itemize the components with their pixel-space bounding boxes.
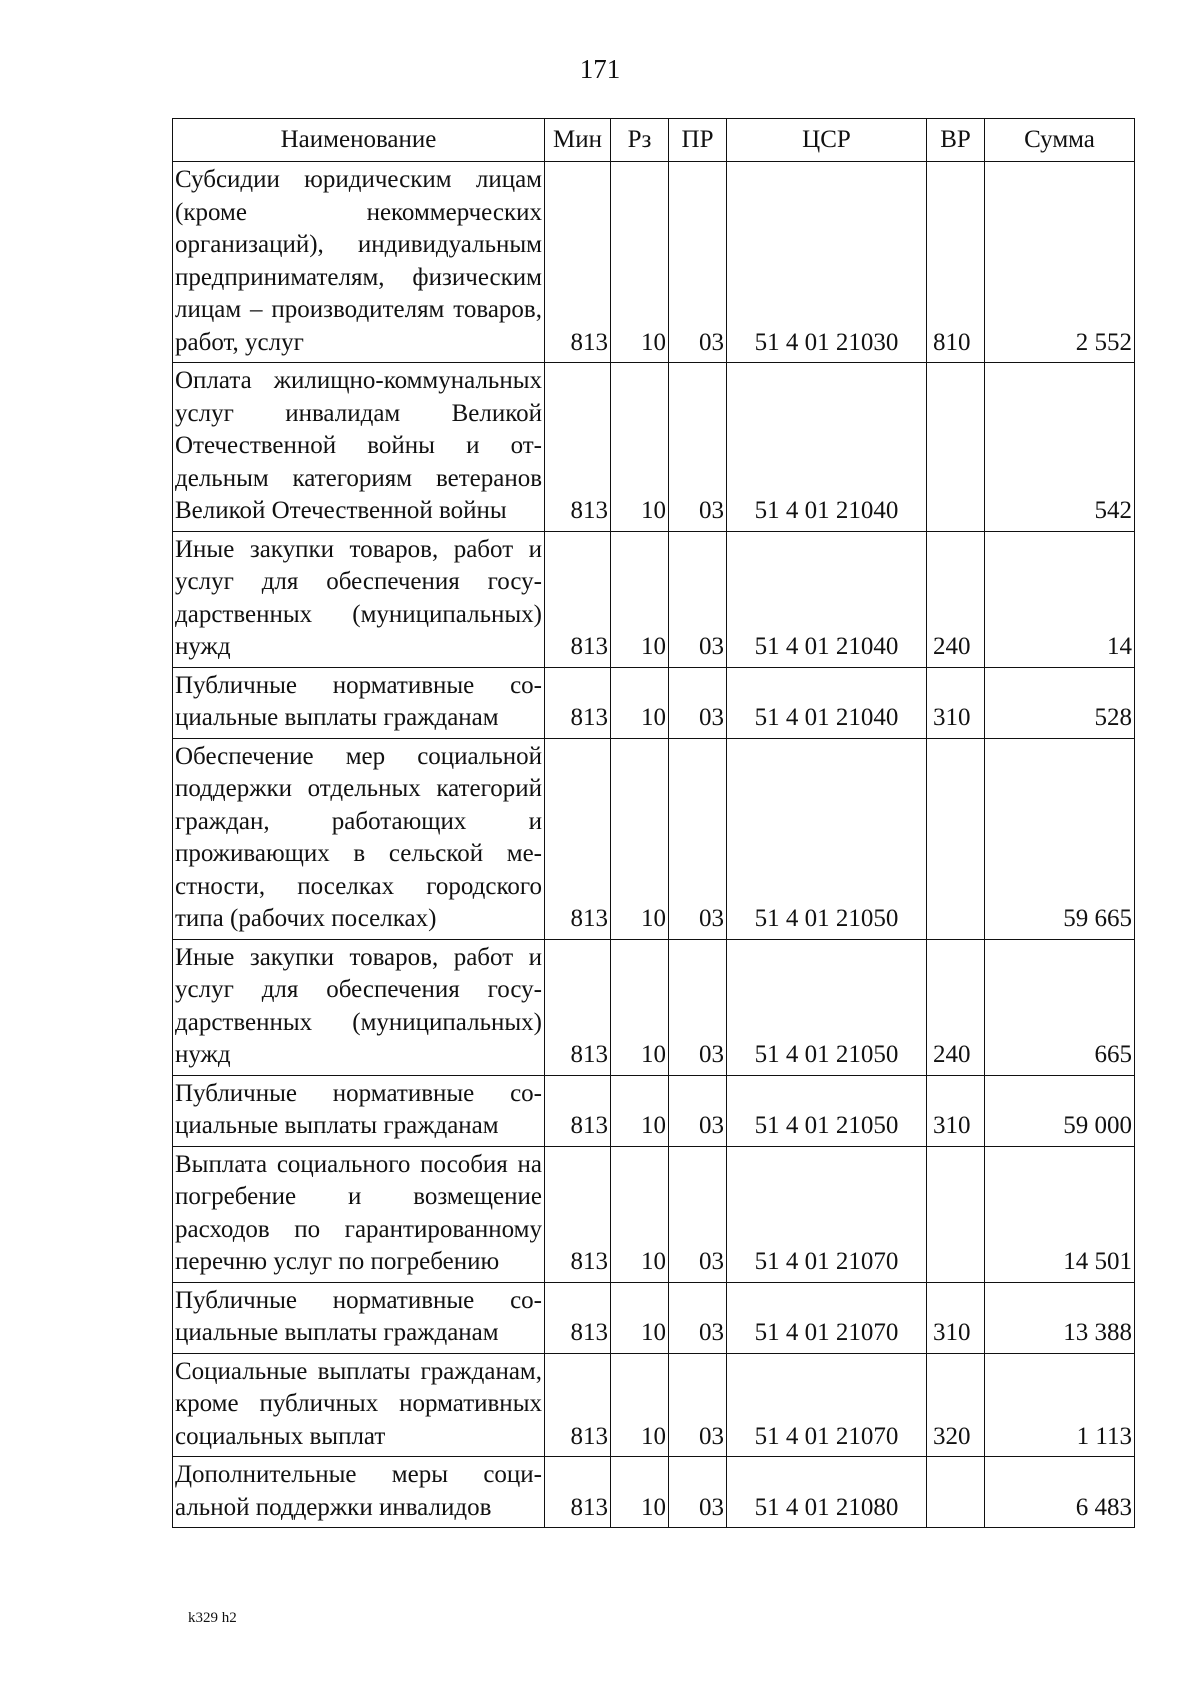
row-sum: 14 501 <box>985 1146 1135 1282</box>
table-row <box>173 1075 1135 1146</box>
table-row <box>173 1282 1135 1353</box>
header-csr: ЦСР <box>727 119 927 162</box>
row-rz: 10 <box>611 939 669 1075</box>
row-rz: 10 <box>611 1075 669 1146</box>
row-min: 813 <box>545 162 611 363</box>
row-name: Иные закупки товаров, работ и услуг для обеспечения государственных (муниципальных) нужд <box>173 939 545 1075</box>
row-min: 813 <box>545 738 611 939</box>
table-row <box>173 162 1135 363</box>
row-rz: 10 <box>611 162 669 363</box>
row-min: 813 <box>545 667 611 738</box>
row-sum: 528 <box>985 667 1135 738</box>
row-rz: 10 <box>611 531 669 667</box>
table-row <box>173 1146 1135 1282</box>
row-csr: 51 4 01 21050 <box>727 1075 927 1146</box>
row-name: Обеспечение мер социальной поддержки отдельных категорий граждан, работающих и проживающих в сельской местности, поселках городского типа (рабочих поселках) <box>173 738 545 939</box>
row-name: Выплата социального пособия на погребение и возмещение расходов по гарантированному перечню услуг по погребению <box>173 1146 545 1282</box>
table-row <box>173 738 1135 939</box>
row-sum: 14 <box>985 531 1135 667</box>
row-sum: 59 665 <box>985 738 1135 939</box>
row-rz: 10 <box>611 1457 669 1528</box>
table-row <box>173 1457 1135 1528</box>
row-csr: 51 4 01 21070 <box>727 1282 927 1353</box>
row-vr: 810 <box>927 162 985 363</box>
row-csr: 51 4 01 21070 <box>727 1146 927 1282</box>
table-row <box>173 531 1135 667</box>
header-row <box>173 119 1135 162</box>
row-csr: 51 4 01 21040 <box>727 531 927 667</box>
row-name: Иные закупки товаров, работ и услуг для обеспечения государственных (муниципальных) нужд <box>173 531 545 667</box>
row-vr <box>927 363 985 532</box>
row-pr: 03 <box>669 1146 727 1282</box>
row-sum: 6 483 <box>985 1457 1135 1528</box>
table-row <box>173 667 1135 738</box>
row-min: 813 <box>545 939 611 1075</box>
row-min: 813 <box>545 1075 611 1146</box>
footer-code: k329 h2 <box>188 1610 237 1626</box>
row-name: Дополнительные меры социальной поддержки инвалидов <box>173 1457 545 1528</box>
row-csr: 51 4 01 21040 <box>727 667 927 738</box>
row-pr: 03 <box>669 531 727 667</box>
row-csr: 51 4 01 21080 <box>727 1457 927 1528</box>
row-sum: 59 000 <box>985 1075 1135 1146</box>
row-min: 813 <box>545 363 611 532</box>
row-name: Публичные нормативные социальные выплаты гражданам <box>173 667 545 738</box>
row-vr <box>927 1146 985 1282</box>
row-pr: 03 <box>669 738 727 939</box>
row-pr: 03 <box>669 363 727 532</box>
row-vr: 310 <box>927 667 985 738</box>
row-name: Публичные нормативные социальные выплаты гражданам <box>173 1282 545 1353</box>
row-min: 813 <box>545 1457 611 1528</box>
row-vr: 240 <box>927 939 985 1075</box>
row-vr: 310 <box>927 1075 985 1146</box>
header-vr: ВР <box>927 119 985 162</box>
header-min: Мин <box>545 119 611 162</box>
row-sum: 665 <box>985 939 1135 1075</box>
row-pr: 03 <box>669 1282 727 1353</box>
budget-table <box>172 118 1135 1528</box>
header-rz: Рз <box>611 119 669 162</box>
row-vr: 320 <box>927 1353 985 1457</box>
row-csr: 51 4 01 21030 <box>727 162 927 363</box>
row-sum: 542 <box>985 363 1135 532</box>
row-name: Оплата жилищно-коммунальных услуг инвалидам Великой Отечественной войны и отдельным категориям ветеранов Великой Отечественной войны <box>173 363 545 532</box>
row-sum: 1 113 <box>985 1353 1135 1457</box>
row-pr: 03 <box>669 1075 727 1146</box>
row-pr: 03 <box>669 162 727 363</box>
table-row <box>173 363 1135 532</box>
row-rz: 10 <box>611 363 669 532</box>
row-vr: 240 <box>927 531 985 667</box>
row-vr <box>927 738 985 939</box>
row-rz: 10 <box>611 1353 669 1457</box>
row-csr: 51 4 01 21040 <box>727 363 927 532</box>
header-pr: ПР <box>669 119 727 162</box>
row-name: Социальные выплаты гражданам, кроме публичных нормативных социальных выплат <box>173 1353 545 1457</box>
row-pr: 03 <box>669 1457 727 1528</box>
row-rz: 10 <box>611 667 669 738</box>
row-pr: 03 <box>669 939 727 1075</box>
table-row <box>173 939 1135 1075</box>
row-vr <box>927 1457 985 1528</box>
row-pr: 03 <box>669 1353 727 1457</box>
row-vr: 310 <box>927 1282 985 1353</box>
row-sum: 13 388 <box>985 1282 1135 1353</box>
row-sum: 2 552 <box>985 162 1135 363</box>
table-row <box>173 1353 1135 1457</box>
page-number: 171 <box>579 54 621 84</box>
row-pr: 03 <box>669 667 727 738</box>
row-min: 813 <box>545 531 611 667</box>
row-csr: 51 4 01 21050 <box>727 738 927 939</box>
row-rz: 10 <box>611 738 669 939</box>
row-csr: 51 4 01 21070 <box>727 1353 927 1457</box>
row-min: 813 <box>545 1146 611 1282</box>
row-rz: 10 <box>611 1282 669 1353</box>
row-min: 813 <box>545 1282 611 1353</box>
row-csr: 51 4 01 21050 <box>727 939 927 1075</box>
row-name: Субсидии юридическим лицам (кроме некоммерческих организаций), индивидуальным предпринимателям, физическим лицам – производителям товаров, работ, услуг <box>173 162 545 363</box>
header-name: Наименование <box>173 119 545 162</box>
row-name: Публичные нормативные социальные выплаты гражданам <box>173 1075 545 1146</box>
header-sum: Сумма <box>985 119 1135 162</box>
row-rz: 10 <box>611 1146 669 1282</box>
row-min: 813 <box>545 1353 611 1457</box>
